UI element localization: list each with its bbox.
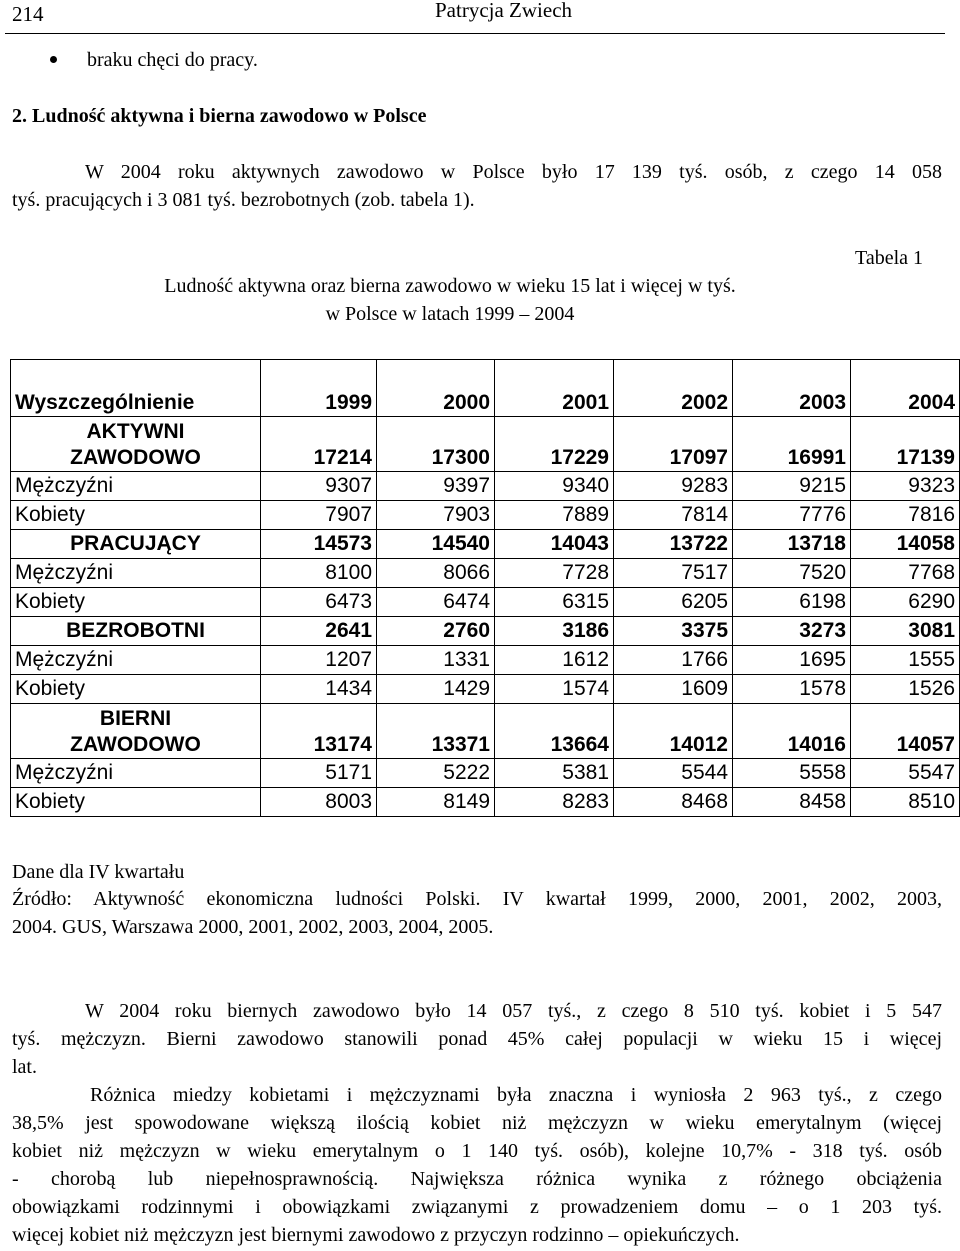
table-caption-subtitle: w Polsce w latach 1999 – 2004 xyxy=(325,303,575,325)
column-header-year: 2001 xyxy=(495,360,614,417)
table-row xyxy=(11,759,960,788)
table-row xyxy=(11,588,960,617)
table-row xyxy=(11,472,960,501)
bullet-list-item xyxy=(50,46,258,74)
table-cell: 7768 xyxy=(851,559,960,588)
bullet-icon xyxy=(50,56,57,63)
table-cell: 3081 xyxy=(851,617,960,646)
table-cell: 7517 xyxy=(614,559,733,588)
table-cell: 7889 xyxy=(495,501,614,530)
body-paragraph xyxy=(12,997,942,1081)
table-cell: 7816 xyxy=(851,501,960,530)
paragraph-line: W 2004 roku biernych zawodowo było 14 057 tyś., z czego 8 510 tyś. kobiet i 5 547 xyxy=(85,1000,942,1022)
table-cell: 17300 xyxy=(377,417,495,472)
paragraph-line: tyś. pracujących i 3 081 tyś. bezrobotnych (zob. tabela 1). xyxy=(12,189,475,211)
bullet-text: braku chęci do pracy. xyxy=(87,49,258,71)
source-line: Źródło: Aktywność ekonomiczna ludności Polski. IV kwartał 1999, 2000, 2001, 2002, 2003, xyxy=(12,888,942,910)
table-cell: 17229 xyxy=(495,417,614,472)
table-cell: 2760 xyxy=(377,617,495,646)
table-cell: 8100 xyxy=(261,559,377,588)
row-label: Mężczyźni xyxy=(11,472,261,501)
table-cell: 1555 xyxy=(851,646,960,675)
table-cell: 1429 xyxy=(377,675,495,704)
table-cell: 8003 xyxy=(261,788,377,817)
paragraph-line: - chorobą lub niepełnosprawnością. Największa różnica wynika z różnego obciążenia xyxy=(12,1168,942,1190)
table-row xyxy=(11,788,960,817)
paragraph-line: kobiet niż mężczyzn w wieku emerytalnym o 1 140 tyś. osób), kolejne 10,7% - 318 tyś. osób xyxy=(12,1140,942,1162)
row-label: Kobiety xyxy=(11,588,261,617)
table-row xyxy=(11,675,960,704)
table-cell: 9307 xyxy=(261,472,377,501)
column-header: Wyszczególnienie xyxy=(11,360,261,417)
table-cell: 9323 xyxy=(851,472,960,501)
table-cell: 9283 xyxy=(614,472,733,501)
table-cell: 1695 xyxy=(733,646,851,675)
paragraph-line: więcej kobiet niż mężczyzn jest biernymi zawodowo z przyczyn rodzinno – opiekuńczych. xyxy=(12,1224,740,1246)
table-cell: 1526 xyxy=(851,675,960,704)
table-cell: 1609 xyxy=(614,675,733,704)
table-cell: 13174 xyxy=(261,704,377,759)
table-cell: 1578 xyxy=(733,675,851,704)
table-cell: 1612 xyxy=(495,646,614,675)
paragraph-line: W 2004 roku aktywnych zawodowo w Polsce było 17 139 tyś. osób, z czego 14 058 xyxy=(85,161,942,183)
table-cell: 14573 xyxy=(261,530,377,559)
table-cell: 6315 xyxy=(495,588,614,617)
data-table xyxy=(10,359,960,817)
table-header-row xyxy=(11,360,960,417)
table-cell: 13722 xyxy=(614,530,733,559)
table-cell: 13664 xyxy=(495,704,614,759)
row-label: BEZROBOTNI xyxy=(11,617,261,646)
table-cell: 8468 xyxy=(614,788,733,817)
paragraph-line: obowiązkami rodzinnymi i obowiązkami związanymi z prowadzeniem domu – o 1 203 tyś. xyxy=(12,1196,942,1218)
table-row xyxy=(11,559,960,588)
table-row-group xyxy=(11,530,960,559)
table-caption: Ludność aktywna oraz bierna zawodowo w wieku 15 lat i więcej w tyś. xyxy=(164,275,736,297)
table-cell: 3273 xyxy=(733,617,851,646)
table-cell: 16991 xyxy=(733,417,851,472)
table-cell: 14540 xyxy=(377,530,495,559)
row-label-line: ZAWODOWO xyxy=(70,446,201,469)
table-cell: 5544 xyxy=(614,759,733,788)
table-cell: 14058 xyxy=(851,530,960,559)
table-cell: 6205 xyxy=(614,588,733,617)
table-cell: 7903 xyxy=(377,501,495,530)
table-row xyxy=(11,501,960,530)
table-cell: 14057 xyxy=(851,704,960,759)
table-note: Dane dla IV kwartału xyxy=(12,861,185,883)
table-cell: 7776 xyxy=(733,501,851,530)
column-header-year: 2004 xyxy=(851,360,960,417)
table-cell: 5381 xyxy=(495,759,614,788)
table-cell: 14016 xyxy=(733,704,851,759)
table-cell: 1434 xyxy=(261,675,377,704)
page-number: 214 xyxy=(12,2,44,26)
row-label: Mężczyźni xyxy=(11,559,261,588)
table-cell: 8283 xyxy=(495,788,614,817)
row-label xyxy=(11,417,261,472)
paragraph-line: tyś. mężczyzn. Bierni zawodowo stanowili ponad 45% całej populacji w wieku 15 i więcej xyxy=(12,1028,942,1050)
table-source xyxy=(12,885,942,941)
row-label: Kobiety xyxy=(11,675,261,704)
table-cell: 5222 xyxy=(377,759,495,788)
source-line: 2004. GUS, Warszawa 2000, 2001, 2002, 2003, 2004, 2005. xyxy=(12,916,494,938)
table-cell: 5171 xyxy=(261,759,377,788)
table-row-group xyxy=(11,417,960,472)
table-cell: 9340 xyxy=(495,472,614,501)
table-cell: 6473 xyxy=(261,588,377,617)
table-cell: 6290 xyxy=(851,588,960,617)
table-cell: 7520 xyxy=(733,559,851,588)
table-cell: 13718 xyxy=(733,530,851,559)
column-header-year: 1999 xyxy=(261,360,377,417)
running-head-author: Patrycja Zwiech xyxy=(435,0,573,22)
table-cell: 14012 xyxy=(614,704,733,759)
table-row-group xyxy=(11,704,960,759)
table-cell: 14043 xyxy=(495,530,614,559)
body-paragraph xyxy=(12,1081,942,1249)
table-cell: 8458 xyxy=(733,788,851,817)
table-cell: 6474 xyxy=(377,588,495,617)
table-cell: 7814 xyxy=(614,501,733,530)
table-cell: 7728 xyxy=(495,559,614,588)
column-header-year: 2003 xyxy=(733,360,851,417)
row-label: Mężczyźni xyxy=(11,759,261,788)
intro-paragraph xyxy=(12,158,942,214)
table-row xyxy=(11,646,960,675)
paragraph-line: lat. xyxy=(12,1056,37,1078)
table-cell: 6198 xyxy=(733,588,851,617)
table-cell: 8510 xyxy=(851,788,960,817)
table-cell: 1574 xyxy=(495,675,614,704)
table-cell: 1766 xyxy=(614,646,733,675)
header-rule xyxy=(5,33,945,34)
table-row-group xyxy=(11,617,960,646)
row-label-line: AKTYWNI xyxy=(86,420,185,443)
table-cell: 1207 xyxy=(261,646,377,675)
table-cell: 3375 xyxy=(614,617,733,646)
table-cell: 7907 xyxy=(261,501,377,530)
table-cell: 17214 xyxy=(261,417,377,472)
row-label xyxy=(11,704,261,759)
row-label: Kobiety xyxy=(11,788,261,817)
table-cell: 8066 xyxy=(377,559,495,588)
column-header-year: 2000 xyxy=(377,360,495,417)
section-title: 2. Ludność aktywna i bierna zawodowo w Polsce xyxy=(12,105,427,127)
table-cell: 9215 xyxy=(733,472,851,501)
row-label-line: BIERNI xyxy=(99,707,172,730)
paragraph-line: Różnica miedzy kobietami i mężczyznami była znaczna i wyniosła 2 963 tyś., z czego xyxy=(90,1084,942,1106)
paragraph-line: 38,5% jest spowodowane większą ilością kobiet niż mężczyzn w wieku emerytalnym (więcej xyxy=(12,1112,942,1134)
table-label: Tabela 1 xyxy=(855,247,924,269)
table-cell: 5547 xyxy=(851,759,960,788)
table-cell: 3186 xyxy=(495,617,614,646)
row-label: Kobiety xyxy=(11,501,261,530)
table-cell: 5558 xyxy=(733,759,851,788)
table-cell: 17139 xyxy=(851,417,960,472)
row-label: Mężczyźni xyxy=(11,646,261,675)
table-cell: 2641 xyxy=(261,617,377,646)
row-label: PRACUJĄCY xyxy=(11,530,261,559)
table-cell: 8149 xyxy=(377,788,495,817)
table-cell: 17097 xyxy=(614,417,733,472)
table-cell: 9397 xyxy=(377,472,495,501)
column-header-year: 2002 xyxy=(614,360,733,417)
table-cell: 13371 xyxy=(377,704,495,759)
table-cell: 1331 xyxy=(377,646,495,675)
row-label-line: ZAWODOWO xyxy=(70,733,201,756)
